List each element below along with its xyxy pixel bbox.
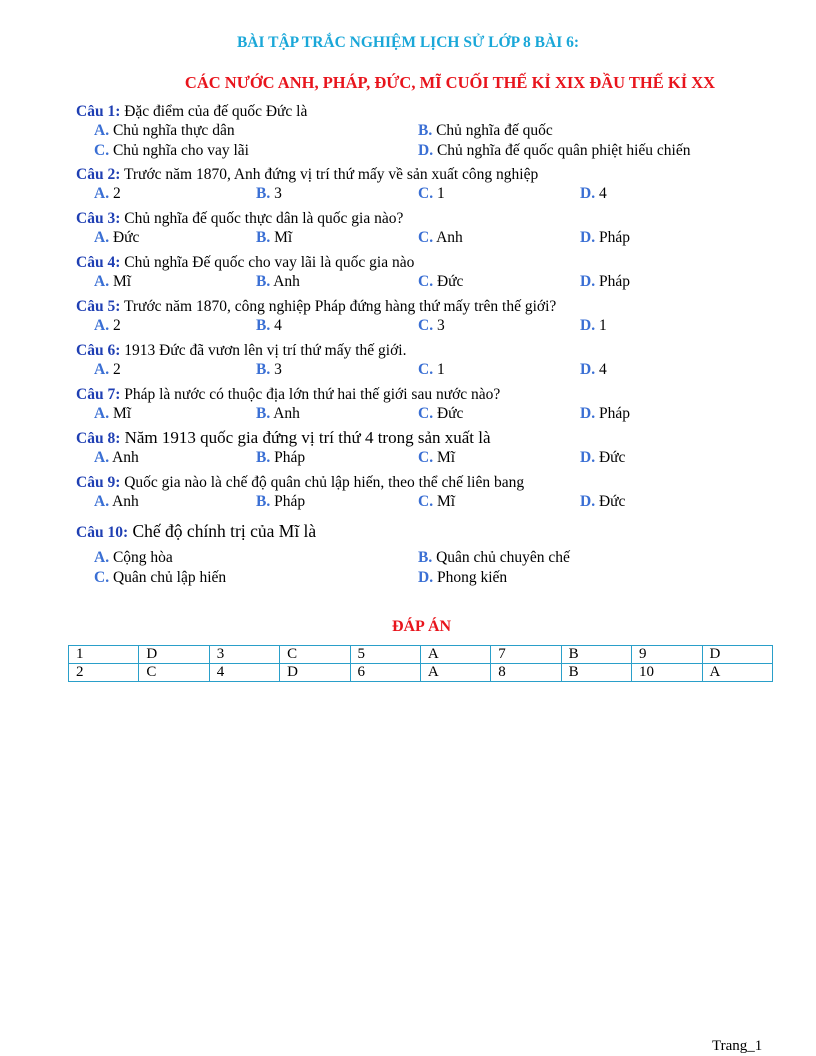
option-d: D. 4 bbox=[580, 361, 607, 378]
option-b: B. Anh bbox=[256, 273, 300, 290]
option-c: C. 3 bbox=[418, 317, 445, 334]
option-b: B. Pháp bbox=[256, 493, 306, 510]
question-8 bbox=[76, 428, 796, 468]
option-c: C. Quân chủ lập hiến bbox=[94, 569, 227, 586]
table-cell: 9 bbox=[632, 646, 702, 664]
question-4 bbox=[76, 253, 796, 292]
option-a: A. Cộng hòa bbox=[94, 549, 173, 566]
question-text: Quốc gia nào là chế độ quân chủ lập hiến, theo thể chế liên bang bbox=[120, 474, 525, 491]
option-c: C. Chủ nghĩa cho vay lãi bbox=[94, 142, 249, 159]
question-text: Chủ nghĩa đế quốc thực dân là quốc gia nào? bbox=[120, 210, 404, 227]
question-label: Câu 4: bbox=[76, 254, 121, 271]
question-label: Câu 10: bbox=[76, 524, 129, 541]
table-cell: 10 bbox=[632, 664, 702, 682]
option-a: A. Anh bbox=[94, 493, 139, 510]
option-c: C. 1 bbox=[418, 361, 445, 378]
question-label: Câu 3: bbox=[76, 210, 121, 227]
question-2 bbox=[76, 165, 796, 204]
option-d: D. Phong kiến bbox=[418, 569, 508, 586]
table-cell: A bbox=[702, 664, 773, 682]
option-d: D. Pháp bbox=[580, 405, 630, 422]
document-subtitle: CÁC NƯỚC ANH, PHÁP, ĐỨC, MĨ CUỐI THẾ KỈ XIX ĐẦU THẾ KỈ XX bbox=[184, 73, 716, 92]
question-text: Trước năm 1870, công nghiệp Pháp đứng hàng thứ mấy trên thế giới? bbox=[120, 298, 557, 315]
option-a: A. Anh bbox=[94, 449, 139, 466]
question-text: Trước năm 1870, Anh đứng vị trí thứ mấy về sản xuất công nghiệp bbox=[120, 166, 539, 183]
table-cell: 2 bbox=[69, 664, 139, 682]
option-b: B. Chủ nghĩa đế quốc bbox=[418, 122, 553, 139]
document-title: BÀI TẬP TRẮC NGHIỆM LỊCH SỬ LỚP 8 BÀI 6: bbox=[236, 34, 580, 51]
table-row bbox=[69, 664, 773, 682]
question-text: 1913 Đức đã vươn lên vị trí thứ mấy thế giới. bbox=[120, 342, 407, 359]
option-a: A. Mĩ bbox=[94, 405, 132, 422]
question-10 bbox=[76, 520, 796, 588]
question-label: Câu 7: bbox=[76, 386, 121, 403]
option-a: A. Mĩ bbox=[94, 273, 132, 290]
question-text: Năm 1913 quốc gia đứng vị trí thứ 4 trong sản xuất là bbox=[120, 428, 491, 447]
question-label: Câu 1: bbox=[76, 103, 121, 120]
question-label: Câu 6: bbox=[76, 342, 121, 359]
question-9 bbox=[76, 473, 796, 512]
option-b: B. Mĩ bbox=[256, 229, 293, 246]
table-cell: C bbox=[139, 664, 209, 682]
option-a: A. 2 bbox=[94, 361, 121, 378]
option-d: D. Đức bbox=[580, 493, 626, 510]
question-list bbox=[76, 102, 796, 588]
table-cell: 7 bbox=[491, 646, 561, 664]
question-label: Câu 5: bbox=[76, 298, 121, 315]
option-d: D. Pháp bbox=[580, 273, 630, 290]
table-cell: 3 bbox=[209, 646, 279, 664]
option-c: C. Đức bbox=[418, 273, 464, 290]
question-label: Câu 2: bbox=[76, 166, 121, 183]
option-c: C. Anh bbox=[418, 229, 463, 246]
table-cell: D bbox=[702, 646, 773, 664]
option-a: A. 2 bbox=[94, 317, 121, 334]
option-d: D. 4 bbox=[580, 185, 607, 202]
question-1 bbox=[76, 102, 796, 161]
table-cell: 5 bbox=[350, 646, 420, 664]
question-label: Câu 9: bbox=[76, 474, 121, 491]
option-b: B. Anh bbox=[256, 405, 300, 422]
question-label: Câu 8: bbox=[76, 430, 121, 447]
option-c: C. 1 bbox=[418, 185, 445, 202]
option-b: B. 3 bbox=[256, 185, 282, 202]
table-cell: A bbox=[420, 646, 490, 664]
option-d: D. 1 bbox=[580, 317, 607, 334]
option-c: C. Đức bbox=[418, 405, 464, 422]
option-d: D. Chủ nghĩa đế quốc quân phiệt hiếu chiến bbox=[418, 142, 691, 159]
option-c: C. Mĩ bbox=[418, 449, 456, 466]
table-cell: A bbox=[420, 664, 490, 682]
option-a: A. Chủ nghĩa thực dân bbox=[94, 122, 235, 139]
option-a: A. 2 bbox=[94, 185, 121, 202]
answer-key-title: ĐÁP ÁN bbox=[391, 618, 452, 635]
table-cell: 6 bbox=[350, 664, 420, 682]
question-text: Chế độ chính trị của Mĩ là bbox=[128, 521, 317, 541]
option-d: D. Đức bbox=[580, 449, 626, 466]
table-cell: B bbox=[561, 664, 631, 682]
table-cell: B bbox=[561, 646, 631, 664]
table-cell: D bbox=[280, 664, 350, 682]
option-a: A. Đức bbox=[94, 229, 140, 246]
option-b: B. 3 bbox=[256, 361, 282, 378]
question-7 bbox=[76, 385, 796, 424]
question-text: Chủ nghĩa Đế quốc cho vay lãi là quốc gia nào bbox=[120, 254, 415, 271]
table-cell: C bbox=[280, 646, 350, 664]
page-number: Trang_1 bbox=[712, 1038, 763, 1054]
option-b: B. Quân chủ chuyên chế bbox=[418, 549, 570, 566]
question-5 bbox=[76, 297, 796, 336]
option-b: B. 4 bbox=[256, 317, 282, 334]
table-cell: D bbox=[139, 646, 209, 664]
table-cell: 1 bbox=[69, 646, 139, 664]
table-cell: 8 bbox=[491, 664, 561, 682]
table-row bbox=[69, 646, 773, 664]
table-cell: 4 bbox=[209, 664, 279, 682]
answer-key-table bbox=[68, 645, 773, 682]
option-b: B. Pháp bbox=[256, 449, 306, 466]
question-6 bbox=[76, 341, 796, 380]
question-3 bbox=[76, 209, 796, 248]
question-text: Đặc điểm của đế quốc Đức là bbox=[120, 103, 308, 120]
option-d: D. Pháp bbox=[580, 229, 630, 246]
option-c: C. Mĩ bbox=[418, 493, 456, 510]
question-text: Pháp là nước có thuộc địa lớn thứ hai thế giới sau nước nào? bbox=[120, 386, 501, 403]
